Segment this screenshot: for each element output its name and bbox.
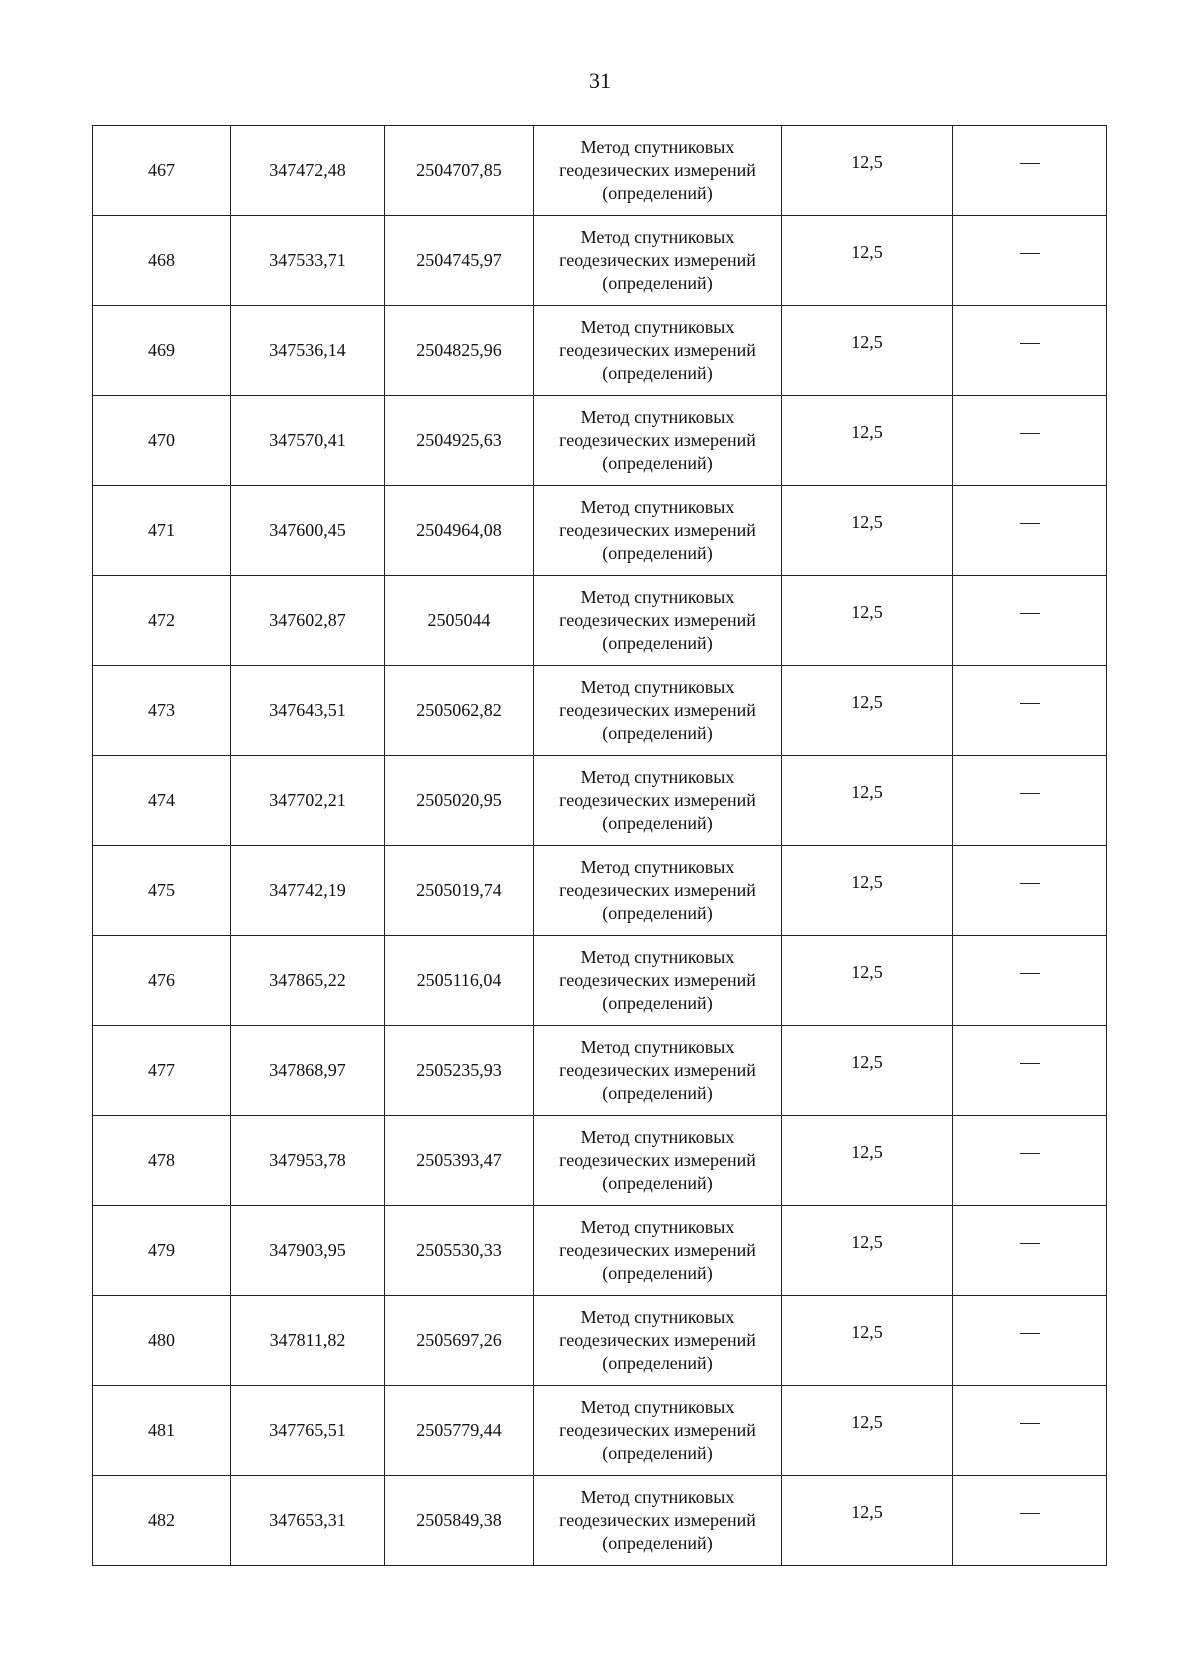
point-number-cell: 469 <box>93 306 231 396</box>
dash-mark <box>1020 703 1040 704</box>
error-value: 12,5 <box>851 1322 883 1342</box>
x-coordinate-cell: 347533,71 <box>231 216 385 306</box>
error-cell <box>782 666 953 756</box>
method-line: геодезических измерений <box>559 1510 756 1530</box>
note-cell <box>953 216 1107 306</box>
method-line: геодезических измерений <box>559 1150 756 1170</box>
method-line: Метод спутниковых <box>580 587 735 607</box>
table-row <box>93 1206 1107 1296</box>
point-number-cell: 472 <box>93 576 231 666</box>
error-cell <box>782 306 953 396</box>
table-row <box>93 486 1107 576</box>
note-cell <box>953 486 1107 576</box>
dash-mark <box>1020 253 1040 254</box>
method-line: Метод спутниковых <box>580 1307 735 1327</box>
x-coordinate-cell: 347811,82 <box>231 1296 385 1386</box>
y-coordinate-cell: 2504925,63 <box>385 396 534 486</box>
note-cell <box>953 306 1107 396</box>
y-coordinate-cell: 2505062,82 <box>385 666 534 756</box>
y-coordinate-cell: 2505530,33 <box>385 1206 534 1296</box>
method-line: геодезических измерений <box>559 700 756 720</box>
table-row <box>93 306 1107 396</box>
error-value: 12,5 <box>851 692 883 712</box>
method-line: (определений) <box>602 543 713 563</box>
table-row <box>93 1386 1107 1476</box>
error-cell <box>782 576 953 666</box>
dash-mark <box>1020 343 1040 344</box>
note-cell <box>953 1116 1107 1206</box>
error-cell <box>782 486 953 576</box>
method-line: геодезических измерений <box>559 520 756 540</box>
method-line: геодезических измерений <box>559 880 756 900</box>
method-line: Метод спутниковых <box>580 497 735 517</box>
x-coordinate-cell: 347602,87 <box>231 576 385 666</box>
dash-mark <box>1020 1063 1040 1064</box>
error-value: 12,5 <box>851 422 883 442</box>
note-cell <box>953 576 1107 666</box>
y-coordinate-cell: 2505779,44 <box>385 1386 534 1476</box>
method-line: Метод спутниковых <box>580 1487 735 1507</box>
method-line: геодезических измерений <box>559 790 756 810</box>
y-coordinate-cell: 2505849,38 <box>385 1476 534 1566</box>
method-line: Метод спутниковых <box>580 677 735 697</box>
method-line: Метод спутниковых <box>580 137 735 157</box>
table-row <box>93 576 1107 666</box>
method-cell <box>534 936 782 1026</box>
point-number-cell: 479 <box>93 1206 231 1296</box>
note-cell <box>953 1296 1107 1386</box>
y-coordinate-cell: 2505393,47 <box>385 1116 534 1206</box>
point-number-cell: 477 <box>93 1026 231 1116</box>
point-number-cell: 482 <box>93 1476 231 1566</box>
y-coordinate-cell: 2505235,93 <box>385 1026 534 1116</box>
method-line: (определений) <box>602 363 713 383</box>
table-row <box>93 216 1107 306</box>
method-cell <box>534 216 782 306</box>
method-line: (определений) <box>602 723 713 743</box>
error-value: 12,5 <box>851 872 883 892</box>
point-number-cell: 478 <box>93 1116 231 1206</box>
y-coordinate-cell: 2505116,04 <box>385 936 534 1026</box>
method-cell <box>534 1476 782 1566</box>
method-cell <box>534 846 782 936</box>
point-number-cell: 470 <box>93 396 231 486</box>
method-cell <box>534 126 782 216</box>
note-cell <box>953 1026 1107 1116</box>
y-coordinate-cell: 2504745,97 <box>385 216 534 306</box>
method-line: Метод спутниковых <box>580 407 735 427</box>
y-coordinate-cell: 2505020,95 <box>385 756 534 846</box>
method-line: (определений) <box>602 1533 713 1553</box>
method-line: геодезических измерений <box>559 340 756 360</box>
error-cell <box>782 1026 953 1116</box>
method-line: геодезических измерений <box>559 160 756 180</box>
error-cell <box>782 1116 953 1206</box>
table-row <box>93 846 1107 936</box>
method-line: Метод спутниковых <box>580 767 735 787</box>
x-coordinate-cell: 347472,48 <box>231 126 385 216</box>
x-coordinate-cell: 347570,41 <box>231 396 385 486</box>
error-value: 12,5 <box>851 152 883 172</box>
point-number-cell: 475 <box>93 846 231 936</box>
error-cell <box>782 756 953 846</box>
y-coordinate-cell: 2505044 <box>385 576 534 666</box>
note-cell <box>953 1386 1107 1476</box>
dash-mark <box>1020 163 1040 164</box>
method-line: (определений) <box>602 633 713 653</box>
note-cell <box>953 1476 1107 1566</box>
method-cell <box>534 1116 782 1206</box>
method-line: Метод спутниковых <box>580 947 735 967</box>
error-value: 12,5 <box>851 782 883 802</box>
method-line: (определений) <box>602 1173 713 1193</box>
error-cell <box>782 1476 953 1566</box>
method-line: геодезических измерений <box>559 1330 756 1350</box>
method-line: Метод спутниковых <box>580 317 735 337</box>
method-line: геодезических измерений <box>559 610 756 630</box>
x-coordinate-cell: 347702,21 <box>231 756 385 846</box>
dash-mark <box>1020 523 1040 524</box>
page-number: 31 <box>589 68 611 93</box>
dash-mark <box>1020 973 1040 974</box>
error-cell <box>782 1296 953 1386</box>
method-line: (определений) <box>602 813 713 833</box>
note-cell <box>953 1206 1107 1296</box>
y-coordinate-cell: 2504825,96 <box>385 306 534 396</box>
x-coordinate-cell: 347742,19 <box>231 846 385 936</box>
method-cell <box>534 486 782 576</box>
y-coordinate-cell: 2504964,08 <box>385 486 534 576</box>
method-cell <box>534 1386 782 1476</box>
note-cell <box>953 396 1107 486</box>
table-row <box>93 1116 1107 1206</box>
method-line: Метод спутниковых <box>580 1127 735 1147</box>
method-line: геодезических измерений <box>559 1060 756 1080</box>
method-line: Метод спутниковых <box>580 227 735 247</box>
method-line: (определений) <box>602 453 713 473</box>
dash-mark <box>1020 1423 1040 1424</box>
y-coordinate-cell: 2505697,26 <box>385 1296 534 1386</box>
error-cell <box>782 936 953 1026</box>
method-cell <box>534 576 782 666</box>
table-row <box>93 756 1107 846</box>
error-value: 12,5 <box>851 1142 883 1162</box>
method-cell <box>534 306 782 396</box>
x-coordinate-cell: 347868,97 <box>231 1026 385 1116</box>
method-cell <box>534 396 782 486</box>
method-line: геодезических измерений <box>559 1240 756 1260</box>
error-value: 12,5 <box>851 512 883 532</box>
method-cell <box>534 1296 782 1386</box>
method-line: (определений) <box>602 1083 713 1103</box>
dash-mark <box>1020 433 1040 434</box>
method-line: (определений) <box>602 903 713 923</box>
table-row <box>93 396 1107 486</box>
method-line: геодезических измерений <box>559 1420 756 1440</box>
x-coordinate-cell: 347765,51 <box>231 1386 385 1476</box>
error-cell <box>782 1386 953 1476</box>
method-cell <box>534 1206 782 1296</box>
error-value: 12,5 <box>851 1502 883 1522</box>
x-coordinate-cell: 347536,14 <box>231 306 385 396</box>
error-value: 12,5 <box>851 1052 883 1072</box>
y-coordinate-cell: 2505019,74 <box>385 846 534 936</box>
method-line: (определений) <box>602 1263 713 1283</box>
method-line: геодезических измерений <box>559 430 756 450</box>
point-number-cell: 480 <box>93 1296 231 1386</box>
x-coordinate-cell: 347903,95 <box>231 1206 385 1296</box>
method-line: Метод спутниковых <box>580 1397 735 1417</box>
error-value: 12,5 <box>851 1232 883 1252</box>
error-value: 12,5 <box>851 962 883 982</box>
method-cell <box>534 756 782 846</box>
point-number-cell: 481 <box>93 1386 231 1476</box>
table-row <box>93 936 1107 1026</box>
method-line: (определений) <box>602 183 713 203</box>
note-cell <box>953 666 1107 756</box>
error-cell <box>782 216 953 306</box>
table-row <box>93 1476 1107 1566</box>
method-cell <box>534 1026 782 1116</box>
point-number-cell: 474 <box>93 756 231 846</box>
method-line: (определений) <box>602 993 713 1013</box>
table-row <box>93 1296 1107 1386</box>
point-number-cell: 476 <box>93 936 231 1026</box>
point-number-cell: 471 <box>93 486 231 576</box>
error-cell <box>782 396 953 486</box>
method-line: (определений) <box>602 1443 713 1463</box>
note-cell <box>953 936 1107 1026</box>
table-row <box>93 666 1107 756</box>
error-cell <box>782 846 953 936</box>
note-cell <box>953 756 1107 846</box>
coordinates-table <box>92 125 1107 1566</box>
dash-mark <box>1020 1153 1040 1154</box>
point-number-cell: 468 <box>93 216 231 306</box>
error-value: 12,5 <box>851 332 883 352</box>
method-line: Метод спутниковых <box>580 857 735 877</box>
x-coordinate-cell: 347953,78 <box>231 1116 385 1206</box>
method-line: (определений) <box>602 273 713 293</box>
table-row <box>93 126 1107 216</box>
method-line: геодезических измерений <box>559 250 756 270</box>
dash-mark <box>1020 793 1040 794</box>
x-coordinate-cell: 347643,51 <box>231 666 385 756</box>
method-line: (определений) <box>602 1353 713 1373</box>
y-coordinate-cell: 2504707,85 <box>385 126 534 216</box>
method-line: Метод спутниковых <box>580 1037 735 1057</box>
method-cell <box>534 666 782 756</box>
error-value: 12,5 <box>851 242 883 262</box>
dash-mark <box>1020 1513 1040 1514</box>
x-coordinate-cell: 347865,22 <box>231 936 385 1026</box>
table-row <box>93 1026 1107 1116</box>
note-cell <box>953 126 1107 216</box>
method-line: Метод спутниковых <box>580 1217 735 1237</box>
point-number-cell: 467 <box>93 126 231 216</box>
note-cell <box>953 846 1107 936</box>
dash-mark <box>1020 613 1040 614</box>
point-number-cell: 473 <box>93 666 231 756</box>
table-body <box>93 126 1107 1566</box>
x-coordinate-cell: 347653,31 <box>231 1476 385 1566</box>
dash-mark <box>1020 1333 1040 1334</box>
x-coordinate-cell: 347600,45 <box>231 486 385 576</box>
error-cell <box>782 1206 953 1296</box>
error-value: 12,5 <box>851 602 883 622</box>
method-line: геодезических измерений <box>559 970 756 990</box>
dash-mark <box>1020 1243 1040 1244</box>
error-cell <box>782 126 953 216</box>
dash-mark <box>1020 883 1040 884</box>
error-value: 12,5 <box>851 1412 883 1432</box>
